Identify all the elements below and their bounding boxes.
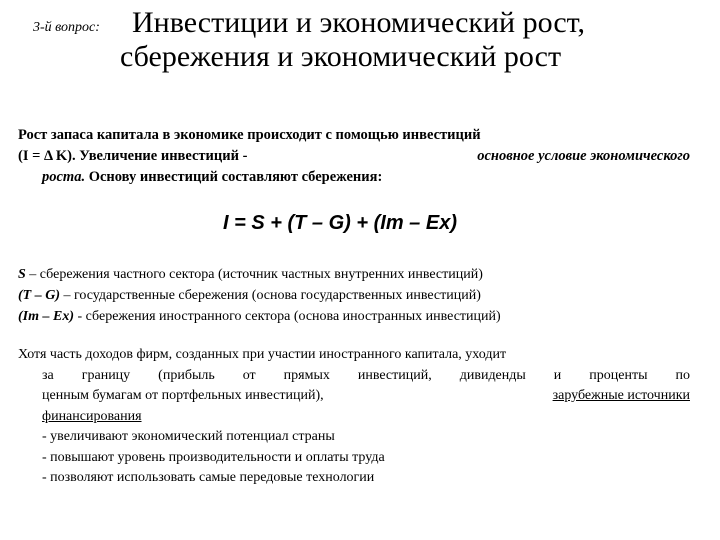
intro-line-3 xyxy=(18,167,690,188)
investment-formula: I = S + (T – G) + (Im – Ex) xyxy=(223,212,457,234)
foreign-line-3a: ценным бумагам от портфельных инвестиций), xyxy=(42,388,324,403)
benefit-item: - повышают уровень производительности и оплаты труда xyxy=(42,449,385,465)
intro-line-2 xyxy=(18,146,690,167)
definitions-list xyxy=(18,264,690,327)
benefit-item: - позволяют использовать самые передовые технологии xyxy=(42,470,375,485)
foreign-sources-link: зарубежные источники xyxy=(552,388,690,403)
foreign-line-3 xyxy=(18,386,690,407)
definition-item xyxy=(18,285,690,306)
definition-term: (T – G) xyxy=(18,288,60,303)
definition-item xyxy=(18,264,690,285)
definition-text: - сбережения иностранного сектора (основа иностранных инвестиций) xyxy=(77,309,501,324)
definition-item xyxy=(18,306,690,327)
intro-line-1: Рост запаса капитала в экономике происходит с помощью инвестиций xyxy=(18,127,481,143)
definition-term: (Im – Ex) xyxy=(18,309,74,324)
definition-text: – государственные сбережения (основа государственных инвестиций) xyxy=(63,288,481,303)
intro-paragraph xyxy=(18,125,690,188)
title-line-2: сбережения и экономический рост xyxy=(120,40,562,73)
intro-line-3b: Основу инвестиций составляют сбережения: xyxy=(88,169,383,185)
benefit-item: - увеличивают экономический потенциал страны xyxy=(42,429,335,444)
definition-text: – сбережения частного сектора (источник частных внутренних инвестиций) xyxy=(29,267,483,282)
foreign-line-4: финансирования xyxy=(42,408,142,424)
definition-term: S xyxy=(18,267,26,282)
foreign-capital-paragraph xyxy=(18,345,690,489)
foreign-line-1: Хотя часть доходов фирм, созданных при участии иностранного капитала, уходит xyxy=(18,347,507,362)
question-label: 3-й вопрос: xyxy=(33,20,100,35)
intro-line-3a: роста. xyxy=(42,169,86,185)
intro-line-2b: основное условие экономического xyxy=(477,148,690,164)
page-title xyxy=(120,6,585,74)
foreign-line-2: за границу (прибыль от прямых инвестиций, дивиденды и проценты по xyxy=(42,367,690,383)
intro-line-2a: (I = Δ K). Увеличение инвестиций - xyxy=(18,148,248,164)
title-line-1: Инвестиции и экономический рост, xyxy=(132,6,585,39)
